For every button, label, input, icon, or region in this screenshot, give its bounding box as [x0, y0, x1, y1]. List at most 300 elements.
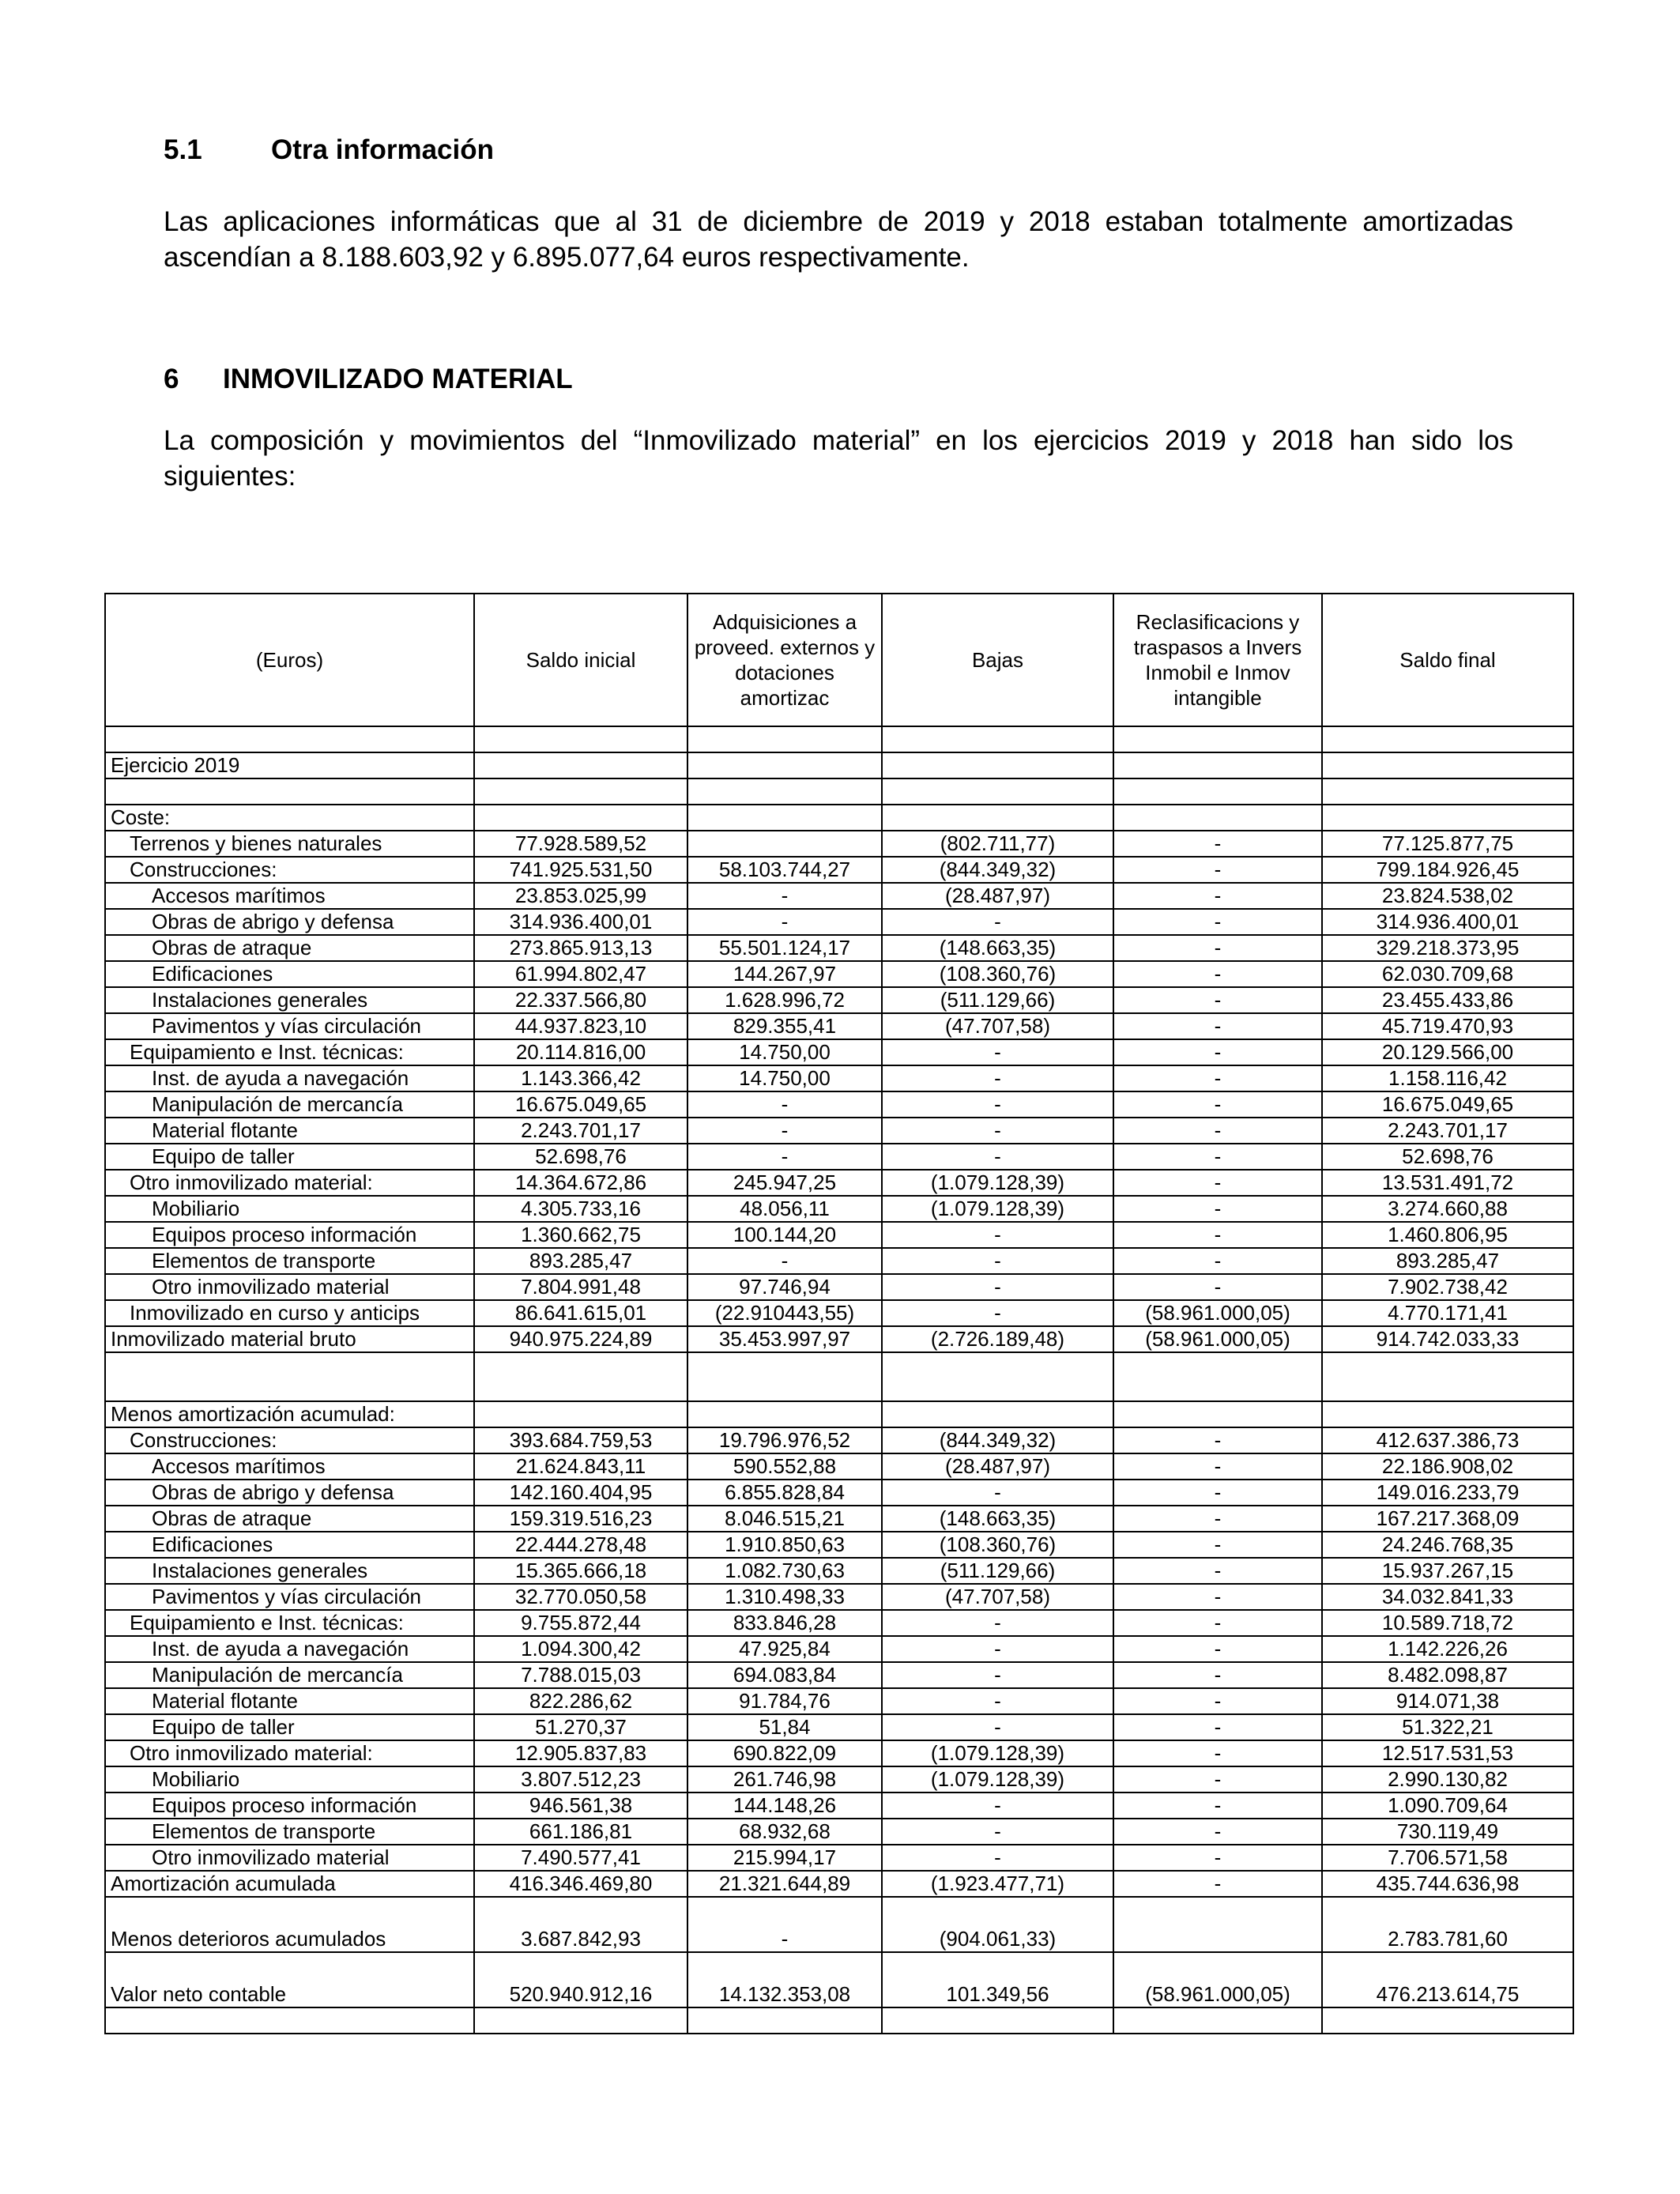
row-label: Pavimentos y vías circulación: [105, 1584, 474, 1610]
table-row: [105, 1558, 1573, 1584]
value-cell: (58.961.000,05): [1113, 1952, 1322, 2007]
row-label: Equipos proceso información: [105, 1793, 474, 1819]
value-cell: 14.750,00: [687, 1039, 882, 1065]
row-label: Otro inmovilizado material:: [105, 1740, 474, 1766]
value-cell: 8.482.098,87: [1322, 1662, 1573, 1688]
value-cell: 86.641.615,01: [474, 1300, 687, 1326]
table-row: [105, 1222, 1573, 1248]
value-cell: -: [1113, 1871, 1322, 1897]
col-header-adquisiciones: Adquisiciones a proveed. externos y dotaciones amortizac: [687, 594, 882, 726]
value-cell: 1.082.730,63: [687, 1558, 882, 1584]
empty-cell: [882, 752, 1113, 778]
value-cell: -: [1113, 1610, 1322, 1636]
table-row: [105, 1118, 1573, 1144]
value-cell: -: [882, 1091, 1113, 1118]
value-cell: (28.487,97): [882, 883, 1113, 909]
value-cell: 1.360.662,75: [474, 1222, 687, 1248]
value-cell: -: [1113, 1196, 1322, 1222]
value-cell: 1.094.300,42: [474, 1636, 687, 1662]
value-cell: -: [1113, 961, 1322, 987]
empty-cell: [1113, 805, 1322, 831]
value-cell: -: [882, 1118, 1113, 1144]
table-row: [105, 1039, 1573, 1065]
empty-cell: [105, 778, 474, 805]
value-cell: 22.337.566,80: [474, 987, 687, 1013]
row-label: Mobiliario: [105, 1196, 474, 1222]
section-label-row: [105, 1401, 1573, 1427]
table-row: [105, 1091, 1573, 1118]
table-row: [105, 987, 1573, 1013]
table-row: [105, 909, 1573, 935]
value-cell: 23.853.025,99: [474, 883, 687, 909]
value-cell: -: [1113, 1506, 1322, 1532]
value-cell: 100.144,20: [687, 1222, 882, 1248]
value-cell: 159.319.516,23: [474, 1506, 687, 1532]
value-cell: -: [1113, 1636, 1322, 1662]
value-cell: 8.046.515,21: [687, 1506, 882, 1532]
empty-cell: [1113, 726, 1322, 752]
table-row: [105, 1144, 1573, 1170]
empty-cell: [105, 726, 474, 752]
col-header-reclasificaciones: Reclasificacions y traspasos a Invers Inmobil e Inmov intangible: [1113, 594, 1322, 726]
spacer-row: [105, 1352, 1573, 1401]
value-cell: -: [1113, 1793, 1322, 1819]
section-label-row: [105, 752, 1573, 778]
table-row: [105, 1766, 1573, 1793]
value-cell: -: [882, 1480, 1113, 1506]
value-cell: -: [1113, 831, 1322, 857]
section-label: Ejercicio 2019: [105, 752, 474, 778]
empty-cell: [687, 805, 882, 831]
empty-cell: [687, 2007, 882, 2034]
value-cell: -: [1113, 1118, 1322, 1144]
empty-cell: [882, 1401, 1113, 1427]
section-label: Coste:: [105, 805, 474, 831]
table-row: [105, 1196, 1573, 1222]
value-cell: 2.990.130,82: [1322, 1766, 1573, 1793]
value-cell: -: [1113, 1274, 1322, 1300]
section-label-row: [105, 805, 1573, 831]
value-cell: -: [1113, 1688, 1322, 1714]
empty-cell: [882, 2007, 1113, 2034]
row-label: Equipo de taller: [105, 1144, 474, 1170]
value-cell: 1.158.116,42: [1322, 1065, 1573, 1091]
value-cell: 48.056,11: [687, 1196, 882, 1222]
table-row: [105, 1952, 1573, 2007]
row-label: Material flotante: [105, 1688, 474, 1714]
table-row: [105, 1326, 1573, 1352]
value-cell: -: [1113, 1170, 1322, 1196]
value-cell: 893.285,47: [474, 1248, 687, 1274]
row-label: Edificaciones: [105, 961, 474, 987]
row-label: Construcciones:: [105, 857, 474, 883]
value-cell: -: [882, 1065, 1113, 1091]
value-cell: 435.744.636,98: [1322, 1871, 1573, 1897]
value-cell: 97.746,94: [687, 1274, 882, 1300]
table-row: [105, 1584, 1573, 1610]
col-header-euros: (Euros): [105, 594, 474, 726]
empty-cell: [474, 1401, 687, 1427]
value-cell: 20.129.566,00: [1322, 1039, 1573, 1065]
empty-cell: [882, 1352, 1113, 1401]
table-header-row: [105, 594, 1573, 726]
value-cell: (1.079.128,39): [882, 1740, 1113, 1766]
value-cell: -: [1113, 883, 1322, 909]
empty-cell: [474, 778, 687, 805]
value-cell: 2.243.701,17: [474, 1118, 687, 1144]
table-row: [105, 1897, 1573, 1952]
empty-cell: [687, 726, 882, 752]
empty-cell: [474, 1352, 687, 1401]
empty-cell: [105, 2007, 474, 2034]
table-row: [105, 1636, 1573, 1662]
value-cell: -: [882, 1662, 1113, 1688]
table-row: [105, 831, 1573, 857]
value-cell: 62.030.709,68: [1322, 961, 1573, 987]
value-cell: 273.865.913,13: [474, 935, 687, 961]
value-cell: 590.552,88: [687, 1453, 882, 1480]
value-cell: 22.186.908,02: [1322, 1453, 1573, 1480]
table-row: [105, 1013, 1573, 1039]
value-cell: -: [1113, 1480, 1322, 1506]
empty-cell: [1322, 1401, 1573, 1427]
value-cell: (148.663,35): [882, 1506, 1113, 1532]
value-cell: 694.083,84: [687, 1662, 882, 1688]
table-row: [105, 1740, 1573, 1766]
value-cell: 829.355,41: [687, 1013, 882, 1039]
row-label: Menos deterioros acumulados: [105, 1897, 474, 1952]
value-cell: 44.937.823,10: [474, 1013, 687, 1039]
empty-cell: [882, 805, 1113, 831]
value-cell: -: [882, 1636, 1113, 1662]
value-cell: 15.365.666,18: [474, 1558, 687, 1584]
value-cell: -: [1113, 857, 1322, 883]
section-5-1-title: Otra información: [271, 134, 494, 165]
row-label: Manipulación de mercancía: [105, 1662, 474, 1688]
value-cell: 7.902.738,42: [1322, 1274, 1573, 1300]
value-cell: 690.822,09: [687, 1740, 882, 1766]
value-cell: 412.637.386,73: [1322, 1427, 1573, 1453]
empty-cell: [687, 752, 882, 778]
value-cell: 215.994,17: [687, 1845, 882, 1871]
table-row: [105, 1819, 1573, 1845]
value-cell: 167.217.368,09: [1322, 1506, 1573, 1532]
table-row: [105, 1688, 1573, 1714]
value-cell: -: [1113, 1532, 1322, 1558]
table-row: [105, 1453, 1573, 1480]
empty-cell: [1113, 1401, 1322, 1427]
value-cell: [687, 831, 882, 857]
empty-cell: [1113, 2007, 1322, 2034]
row-label: Inmovilizado material bruto: [105, 1326, 474, 1352]
value-cell: (511.129,66): [882, 1558, 1113, 1584]
table-body: [105, 726, 1573, 2034]
empty-cell: [474, 726, 687, 752]
section-5-1-number: 5.1: [164, 134, 202, 165]
value-cell: 661.186,81: [474, 1819, 687, 1845]
value-cell: -: [882, 1222, 1113, 1248]
table-row: [105, 1714, 1573, 1740]
empty-cell: [1113, 778, 1322, 805]
value-cell: 23.455.433,86: [1322, 987, 1573, 1013]
row-label: Otro inmovilizado material: [105, 1274, 474, 1300]
col-header-bajas: Bajas: [882, 594, 1113, 726]
value-cell: 7.706.571,58: [1322, 1845, 1573, 1871]
value-cell: 7.490.577,41: [474, 1845, 687, 1871]
value-cell: -: [882, 1610, 1113, 1636]
value-cell: (844.349,32): [882, 857, 1113, 883]
table-row: [105, 961, 1573, 987]
value-cell: (511.129,66): [882, 987, 1113, 1013]
value-cell: 1.310.498,33: [687, 1584, 882, 1610]
value-cell: 55.501.124,17: [687, 935, 882, 961]
empty-cell: [1322, 2007, 1573, 2034]
value-cell: -: [882, 1274, 1113, 1300]
value-cell: 393.684.759,53: [474, 1427, 687, 1453]
empty-cell: [474, 2007, 687, 2034]
empty-cell: [1322, 726, 1573, 752]
table-row: [105, 1480, 1573, 1506]
empty-cell: [105, 1352, 474, 1401]
value-cell: -: [1113, 1427, 1322, 1453]
table-row: [105, 1065, 1573, 1091]
value-cell: 13.531.491,72: [1322, 1170, 1573, 1196]
section-label: Menos amortización acumulad:: [105, 1401, 474, 1427]
value-cell: 16.675.049,65: [474, 1091, 687, 1118]
value-cell: 91.784,76: [687, 1688, 882, 1714]
value-cell: -: [882, 1793, 1113, 1819]
table-row: [105, 1793, 1573, 1819]
value-cell: 7.804.991,48: [474, 1274, 687, 1300]
empty-cell: [882, 726, 1113, 752]
spacer-row: [105, 2007, 1573, 2034]
value-cell: 149.016.233,79: [1322, 1480, 1573, 1506]
empty-cell: [1322, 752, 1573, 778]
table-row: [105, 1506, 1573, 1532]
row-label: Instalaciones generales: [105, 1558, 474, 1584]
value-cell: -: [1113, 1091, 1322, 1118]
section-6-number: 6: [164, 364, 179, 394]
value-cell: 914.071,38: [1322, 1688, 1573, 1714]
row-label: Obras de abrigo y defensa: [105, 909, 474, 935]
value-cell: (1.923.477,71): [882, 1871, 1113, 1897]
empty-cell: [474, 805, 687, 831]
value-cell: 51,84: [687, 1714, 882, 1740]
value-cell: 12.905.837,83: [474, 1740, 687, 1766]
row-label: Pavimentos y vías circulación: [105, 1013, 474, 1039]
value-cell: 101.349,56: [882, 1952, 1113, 2007]
value-cell: (1.079.128,39): [882, 1170, 1113, 1196]
section-5-1-paragraph: Las aplicaciones informáticas que al 31 de diciembre de 2019 y 2018 estaban totalmente amortizadas ascendían a 8.188.603,92 y 6.895.077,64 euros respectivamente.: [164, 206, 1513, 273]
value-cell: 35.453.997,97: [687, 1326, 882, 1352]
value-cell: -: [1113, 935, 1322, 961]
value-cell: 24.246.768,35: [1322, 1532, 1573, 1558]
value-cell: 2.783.781,60: [1322, 1897, 1573, 1952]
value-cell: 77.125.877,75: [1322, 831, 1573, 857]
value-cell: 21.624.843,11: [474, 1453, 687, 1480]
value-cell: 4.305.733,16: [474, 1196, 687, 1222]
value-cell: 77.928.589,52: [474, 831, 687, 857]
row-label: Valor neto contable: [105, 1952, 474, 2007]
value-cell: 1.142.226,26: [1322, 1636, 1573, 1662]
value-cell: -: [687, 1118, 882, 1144]
value-cell: 893.285,47: [1322, 1248, 1573, 1274]
row-label: Construcciones:: [105, 1427, 474, 1453]
value-cell: -: [882, 1144, 1113, 1170]
value-cell: (802.711,77): [882, 831, 1113, 857]
row-label: Material flotante: [105, 1118, 474, 1144]
value-cell: 520.940.912,16: [474, 1952, 687, 2007]
value-cell: -: [882, 1714, 1113, 1740]
value-cell: 23.824.538,02: [1322, 883, 1573, 909]
value-cell: -: [1113, 1039, 1322, 1065]
value-cell: -: [882, 1845, 1113, 1871]
table-row: [105, 1871, 1573, 1897]
table-row: [105, 1248, 1573, 1274]
value-cell: 52.698,76: [1322, 1144, 1573, 1170]
value-cell: (1.079.128,39): [882, 1766, 1113, 1793]
value-cell: 47.925,84: [687, 1636, 882, 1662]
table-row: [105, 1532, 1573, 1558]
value-cell: -: [882, 1248, 1113, 1274]
value-cell: -: [687, 883, 882, 909]
value-cell: -: [1113, 1013, 1322, 1039]
value-cell: 914.742.033,33: [1322, 1326, 1573, 1352]
value-cell: -: [1113, 1766, 1322, 1793]
row-label: Accesos marítimos: [105, 1453, 474, 1480]
value-cell: 144.148,26: [687, 1793, 882, 1819]
value-cell: 20.114.816,00: [474, 1039, 687, 1065]
spacer-row: [105, 778, 1573, 805]
section-6-paragraph: La composición y movimientos del “Inmovilizado material” en los ejercicios 2019 y 2018 han sido los siguientes:: [164, 425, 1513, 492]
value-cell: (108.360,76): [882, 961, 1113, 987]
value-cell: 329.218.373,95: [1322, 935, 1573, 961]
value-cell: 45.719.470,93: [1322, 1013, 1573, 1039]
value-cell: (28.487,97): [882, 1453, 1113, 1480]
row-label: Inst. de ayuda a navegación: [105, 1065, 474, 1091]
value-cell: -: [1113, 1222, 1322, 1248]
value-cell: 3.687.842,93: [474, 1897, 687, 1952]
empty-cell: [474, 752, 687, 778]
value-cell: 14.364.672,86: [474, 1170, 687, 1196]
value-cell: -: [1113, 1558, 1322, 1584]
section-6-title: INMOVILIZADO MATERIAL: [223, 364, 573, 394]
value-cell: 741.925.531,50: [474, 857, 687, 883]
value-cell: 822.286,62: [474, 1688, 687, 1714]
value-cell: 799.184.926,45: [1322, 857, 1573, 883]
table-row: [105, 1300, 1573, 1326]
row-label: Obras de abrigo y defensa: [105, 1480, 474, 1506]
table-row: [105, 1274, 1573, 1300]
table-row: [105, 935, 1573, 961]
value-cell: 1.090.709,64: [1322, 1793, 1573, 1819]
table-row: [105, 1845, 1573, 1871]
value-cell: -: [882, 1039, 1113, 1065]
value-cell: 22.444.278,48: [474, 1532, 687, 1558]
value-cell: 1.143.366,42: [474, 1065, 687, 1091]
value-cell: -: [687, 1897, 882, 1952]
value-cell: 6.855.828,84: [687, 1480, 882, 1506]
row-label: Manipulación de mercancía: [105, 1091, 474, 1118]
value-cell: (22.910443,55): [687, 1300, 882, 1326]
row-label: Obras de atraque: [105, 935, 474, 961]
value-cell: 52.698,76: [474, 1144, 687, 1170]
value-cell: (47.707,58): [882, 1584, 1113, 1610]
value-cell: 3.807.512,23: [474, 1766, 687, 1793]
value-cell: 58.103.744,27: [687, 857, 882, 883]
value-cell: 946.561,38: [474, 1793, 687, 1819]
value-cell: 34.032.841,33: [1322, 1584, 1573, 1610]
value-cell: -: [687, 909, 882, 935]
value-cell: 16.675.049,65: [1322, 1091, 1573, 1118]
table-row: [105, 857, 1573, 883]
empty-cell: [1322, 778, 1573, 805]
value-cell: -: [1113, 1662, 1322, 1688]
empty-cell: [687, 778, 882, 805]
inmovilizado-material-table: [104, 593, 1574, 2034]
row-label: Instalaciones generales: [105, 987, 474, 1013]
empty-cell: [687, 1352, 882, 1401]
row-label: Mobiliario: [105, 1766, 474, 1793]
value-cell: 2.243.701,17: [1322, 1118, 1573, 1144]
value-cell: -: [1113, 909, 1322, 935]
value-cell: 9.755.872,44: [474, 1610, 687, 1636]
row-label: Elementos de transporte: [105, 1819, 474, 1845]
value-cell: -: [1113, 1819, 1322, 1845]
table-row: [105, 1662, 1573, 1688]
table-row: [105, 1170, 1573, 1196]
value-cell: (58.961.000,05): [1113, 1326, 1322, 1352]
value-cell: 144.267,97: [687, 961, 882, 987]
value-cell: (904.061,33): [882, 1897, 1113, 1952]
value-cell: (47.707,58): [882, 1013, 1113, 1039]
value-cell: 61.994.802,47: [474, 961, 687, 987]
value-cell: 10.589.718,72: [1322, 1610, 1573, 1636]
value-cell: (148.663,35): [882, 935, 1113, 961]
value-cell: 730.119,49: [1322, 1819, 1573, 1845]
empty-cell: [882, 778, 1113, 805]
value-cell: 416.346.469,80: [474, 1871, 687, 1897]
value-cell: 51.270,37: [474, 1714, 687, 1740]
value-cell: -: [1113, 1714, 1322, 1740]
row-label: Elementos de transporte: [105, 1248, 474, 1274]
value-cell: -: [1113, 1584, 1322, 1610]
row-label: Edificaciones: [105, 1532, 474, 1558]
value-cell: (108.360,76): [882, 1532, 1113, 1558]
value-cell: 476.213.614,75: [1322, 1952, 1573, 2007]
empty-cell: [1322, 1352, 1573, 1401]
value-cell: -: [1113, 1144, 1322, 1170]
row-label: Inst. de ayuda a navegación: [105, 1636, 474, 1662]
row-label: Otro inmovilizado material: [105, 1845, 474, 1871]
value-cell: 1.910.850,63: [687, 1532, 882, 1558]
value-cell: 833.846,28: [687, 1610, 882, 1636]
row-label: Equipo de taller: [105, 1714, 474, 1740]
table-row: [105, 883, 1573, 909]
value-cell: 51.322,21: [1322, 1714, 1573, 1740]
value-cell: -: [1113, 1453, 1322, 1480]
value-cell: (844.349,32): [882, 1427, 1113, 1453]
row-label: Equipamiento e Inst. técnicas:: [105, 1039, 474, 1065]
value-cell: 1.628.996,72: [687, 987, 882, 1013]
empty-cell: [687, 1401, 882, 1427]
value-cell: 32.770.050,58: [474, 1584, 687, 1610]
value-cell: -: [882, 1819, 1113, 1845]
value-cell: -: [882, 1688, 1113, 1714]
row-label: Accesos marítimos: [105, 883, 474, 909]
value-cell: [1113, 1897, 1322, 1952]
empty-cell: [1322, 805, 1573, 831]
